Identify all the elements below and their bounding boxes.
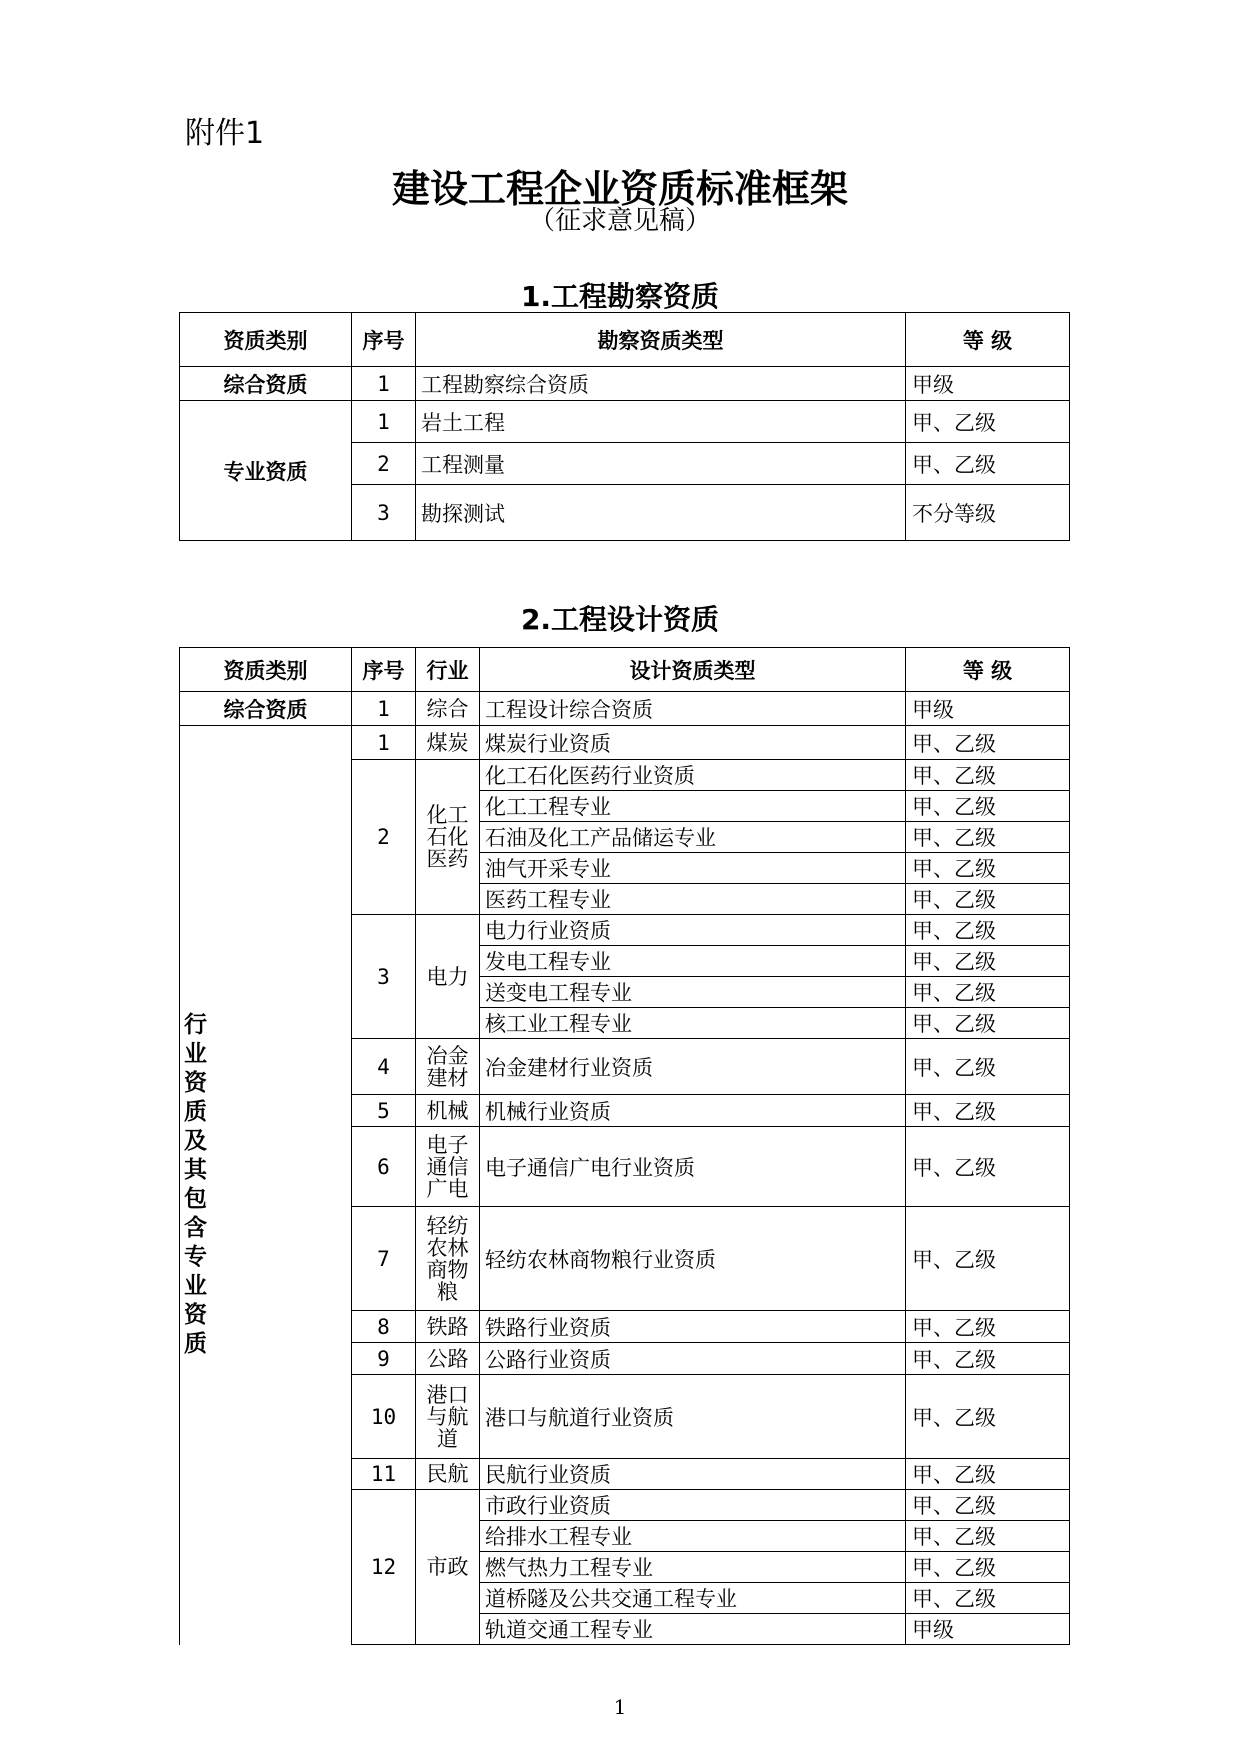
industry-cell: 电子通信广电 xyxy=(416,1127,480,1207)
survey-qualification-table xyxy=(179,312,1070,541)
type-cell: 道桥隧及公共交通工程专业 xyxy=(480,1583,906,1614)
table-header-row xyxy=(180,648,1070,692)
index-cell: 4 xyxy=(352,1039,416,1095)
type-cell: 送变电工程专业 xyxy=(480,977,906,1008)
level-cell: 不分等级 xyxy=(906,485,1070,541)
header-index: 序号 xyxy=(352,648,416,692)
category-cell: 综合资质 xyxy=(180,367,352,401)
level-cell: 甲、乙级 xyxy=(906,1311,1070,1343)
industry-cell: 港口与航道 xyxy=(416,1375,480,1459)
level-cell: 甲、乙级 xyxy=(906,760,1070,791)
level-cell: 甲、乙级 xyxy=(906,884,1070,915)
level-cell: 甲、乙级 xyxy=(906,443,1070,485)
type-cell: 石油及化工产品储运专业 xyxy=(480,822,906,853)
index-cell: 1 xyxy=(352,692,416,726)
section2-title: 2.工程设计资质 xyxy=(520,603,720,636)
index-cell: 8 xyxy=(352,1311,416,1343)
level-cell: 甲、乙级 xyxy=(906,791,1070,822)
level-cell: 甲、乙级 xyxy=(906,401,1070,443)
industry-cell: 市政 xyxy=(416,1490,480,1645)
type-cell: 冶金建材行业资质 xyxy=(480,1039,906,1095)
type-cell: 轨道交通工程专业 xyxy=(480,1614,906,1645)
level-cell: 甲、乙级 xyxy=(906,1039,1070,1095)
type-cell: 工程勘察综合资质 xyxy=(416,367,906,401)
type-cell: 医药工程专业 xyxy=(480,884,906,915)
industry-cell: 综合 xyxy=(416,692,480,726)
level-cell: 甲、乙级 xyxy=(906,822,1070,853)
header-level: 等 级 xyxy=(906,313,1070,367)
level-cell: 甲、乙级 xyxy=(906,853,1070,884)
type-cell: 电子通信广电行业资质 xyxy=(480,1127,906,1207)
index-cell: 2 xyxy=(352,760,416,915)
index-cell: 6 xyxy=(352,1127,416,1207)
type-cell: 给排水工程专业 xyxy=(480,1521,906,1552)
level-cell: 甲、乙级 xyxy=(906,1459,1070,1490)
level-cell: 甲、乙级 xyxy=(906,1207,1070,1311)
header-category: 资质类别 xyxy=(180,648,352,692)
type-cell: 化工石化医药行业资质 xyxy=(480,760,906,791)
type-cell: 电力行业资质 xyxy=(480,915,906,946)
index-cell: 5 xyxy=(352,1095,416,1127)
type-cell: 燃气热力工程专业 xyxy=(480,1552,906,1583)
index-cell: 3 xyxy=(352,915,416,1039)
level-cell: 甲、乙级 xyxy=(906,915,1070,946)
level-cell: 甲、乙级 xyxy=(906,1375,1070,1459)
level-cell: 甲、乙级 xyxy=(906,946,1070,977)
type-cell: 发电工程专业 xyxy=(480,946,906,977)
type-cell: 铁路行业资质 xyxy=(480,1311,906,1343)
section1-title: 1.工程勘察资质 xyxy=(520,280,720,313)
index-cell: 11 xyxy=(352,1459,416,1490)
type-cell: 民航行业资质 xyxy=(480,1459,906,1490)
index-cell: 2 xyxy=(352,443,416,485)
document-title: 建设工程企业资质标准框架 xyxy=(391,167,848,211)
type-cell: 港口与航道行业资质 xyxy=(480,1375,906,1459)
header-category: 资质类别 xyxy=(180,313,352,367)
type-cell: 油气开采专业 xyxy=(480,853,906,884)
type-cell: 化工工程专业 xyxy=(480,791,906,822)
table-row xyxy=(180,726,1070,760)
industry-cell: 公路 xyxy=(416,1343,480,1375)
type-cell: 工程测量 xyxy=(416,443,906,485)
page-number: 1 xyxy=(613,1695,627,1719)
table-row xyxy=(180,692,1070,726)
type-cell: 工程设计综合资质 xyxy=(480,692,906,726)
type-cell: 岩土工程 xyxy=(416,401,906,443)
level-cell: 甲级 xyxy=(906,367,1070,401)
industry-cell: 铁路 xyxy=(416,1311,480,1343)
attachment-label: 附件1 xyxy=(185,116,265,151)
type-cell: 轻纺农林商物粮行业资质 xyxy=(480,1207,906,1311)
table-header-row xyxy=(180,313,1070,367)
industry-cell: 冶金建材 xyxy=(416,1039,480,1095)
type-cell: 核工业工程专业 xyxy=(480,1008,906,1039)
type-cell: 勘探测试 xyxy=(416,485,906,541)
header-industry: 行业 xyxy=(416,648,480,692)
table-row xyxy=(180,401,1070,443)
level-cell: 甲级 xyxy=(906,692,1070,726)
type-cell: 公路行业资质 xyxy=(480,1343,906,1375)
level-cell: 甲级 xyxy=(906,1614,1070,1645)
vertical-category-label: 行业资质及其包含专业资质 xyxy=(184,1012,207,1358)
header-index: 序号 xyxy=(352,313,416,367)
industry-cell: 化工石化医药 xyxy=(416,760,480,915)
level-cell: 甲、乙级 xyxy=(906,1490,1070,1521)
index-cell: 9 xyxy=(352,1343,416,1375)
category-cell: 专业资质 xyxy=(180,401,352,541)
level-cell: 甲、乙级 xyxy=(906,1095,1070,1127)
industry-cell: 电力 xyxy=(416,915,480,1039)
header-level: 等 级 xyxy=(906,648,1070,692)
header-type: 设计资质类型 xyxy=(480,648,906,692)
index-cell: 3 xyxy=(352,485,416,541)
index-cell: 1 xyxy=(352,726,416,760)
document-subtitle: （征求意见稿） xyxy=(528,206,711,236)
type-cell: 机械行业资质 xyxy=(480,1095,906,1127)
level-cell: 甲、乙级 xyxy=(906,1521,1070,1552)
industry-cell: 民航 xyxy=(416,1459,480,1490)
level-cell: 甲、乙级 xyxy=(906,726,1070,760)
index-cell: 12 xyxy=(352,1490,416,1645)
index-cell: 1 xyxy=(352,401,416,443)
table-row xyxy=(180,367,1070,401)
level-cell: 甲、乙级 xyxy=(906,977,1070,1008)
type-cell: 市政行业资质 xyxy=(480,1490,906,1521)
industry-cell: 机械 xyxy=(416,1095,480,1127)
level-cell: 甲、乙级 xyxy=(906,1008,1070,1039)
level-cell: 甲、乙级 xyxy=(906,1552,1070,1583)
index-cell: 7 xyxy=(352,1207,416,1311)
index-cell: 1 xyxy=(352,367,416,401)
level-cell: 甲、乙级 xyxy=(906,1343,1070,1375)
header-type: 勘察资质类型 xyxy=(416,313,906,367)
industry-cell: 煤炭 xyxy=(416,726,480,760)
design-qualification-table xyxy=(179,647,1070,1645)
level-cell: 甲、乙级 xyxy=(906,1127,1070,1207)
level-cell: 甲、乙级 xyxy=(906,1583,1070,1614)
category-cell xyxy=(180,726,352,1645)
industry-cell: 轻纺农林商物粮 xyxy=(416,1207,480,1311)
type-cell: 煤炭行业资质 xyxy=(480,726,906,760)
index-cell: 10 xyxy=(352,1375,416,1459)
category-cell: 综合资质 xyxy=(180,692,352,726)
